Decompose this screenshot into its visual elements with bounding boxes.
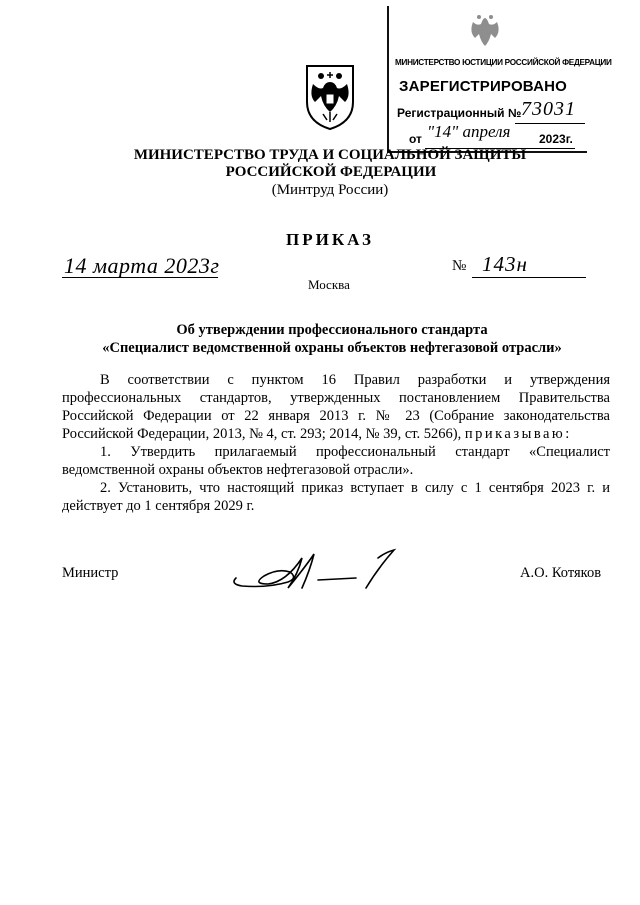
- stamp-ministry-name: МИНИСТЕРСТВО ЮСТИЦИИ РОССИЙСКОЙ ФЕДЕРАЦИИ: [395, 58, 612, 67]
- stamp-number-underline: [515, 123, 585, 124]
- stamp-status: ЗАРЕГИСТРИРОВАНО: [399, 78, 568, 95]
- document-title-line1: Об утверждении профессионального стандарта: [176, 322, 488, 338]
- stamp-from-label: от: [409, 132, 422, 146]
- handwritten-signature: [228, 548, 403, 594]
- registration-stamp: [387, 6, 612, 153]
- ministry-name-line1: МИНИСТЕРСТВО ТРУДА И СОЦИАЛЬНОЙ ЗАЩИТЫ: [133, 147, 527, 163]
- paragraph-item-2: 2. Установить, что настоящий приказ вступает в силу с 1 сентября 2023 г. и действует до 1 сентября 2029 г.: [62, 480, 610, 514]
- order-city: Москва: [308, 277, 350, 292]
- stamp-date-handwritten: "14" апреля: [427, 122, 511, 141]
- order-date-handwritten: 14 марта 2023г: [64, 253, 220, 278]
- coat-of-arms-icon: [301, 62, 359, 132]
- paragraph-preamble: [62, 371, 610, 443]
- stamp-year: 2023г.: [539, 132, 573, 146]
- paragraph-item-1: 1. Утвердить прилагаемый профессиональный стандарт «Специалист ведомственной охраны объектов нефтегазовой отрасли».: [62, 444, 610, 478]
- order-number-handwritten: 143н: [482, 252, 528, 276]
- ministry-name-line2: РОССИЙСКОЙ ФЕДЕРАЦИИ: [225, 164, 437, 180]
- signer-position: Министр: [62, 565, 119, 581]
- order-date-underline: [62, 277, 218, 278]
- ministry-short-name: (Минтруд России): [271, 182, 389, 198]
- document-title-line2: «Специалист ведомственной охраны объектов нефтегазовой отрасли»: [102, 340, 562, 356]
- order-verb: приказываю:: [464, 426, 572, 442]
- stamp-number-handwritten: 73031: [521, 98, 576, 120]
- stamp-number-label: Регистрационный №: [397, 106, 522, 120]
- stamp-emblem-icon: [467, 12, 503, 52]
- preamble-text: В соответствии с пунктом 16 Правил разработки и утверждения профессиональных стандартов, утвержденных постановлением Правительства Российской Федерации от 22 января 2013 г. № 23 (Собрание законодательства Российской Федерации, 2013, № 4, ст. 293; 2014, № 39, ст. 5266),: [62, 372, 610, 442]
- signer-name: А.О. Котяков: [520, 565, 602, 581]
- order-number-underline: [472, 277, 586, 278]
- order-number-label: №: [452, 258, 467, 274]
- document-body: [62, 371, 610, 515]
- order-title: ПРИКАЗ: [286, 230, 374, 249]
